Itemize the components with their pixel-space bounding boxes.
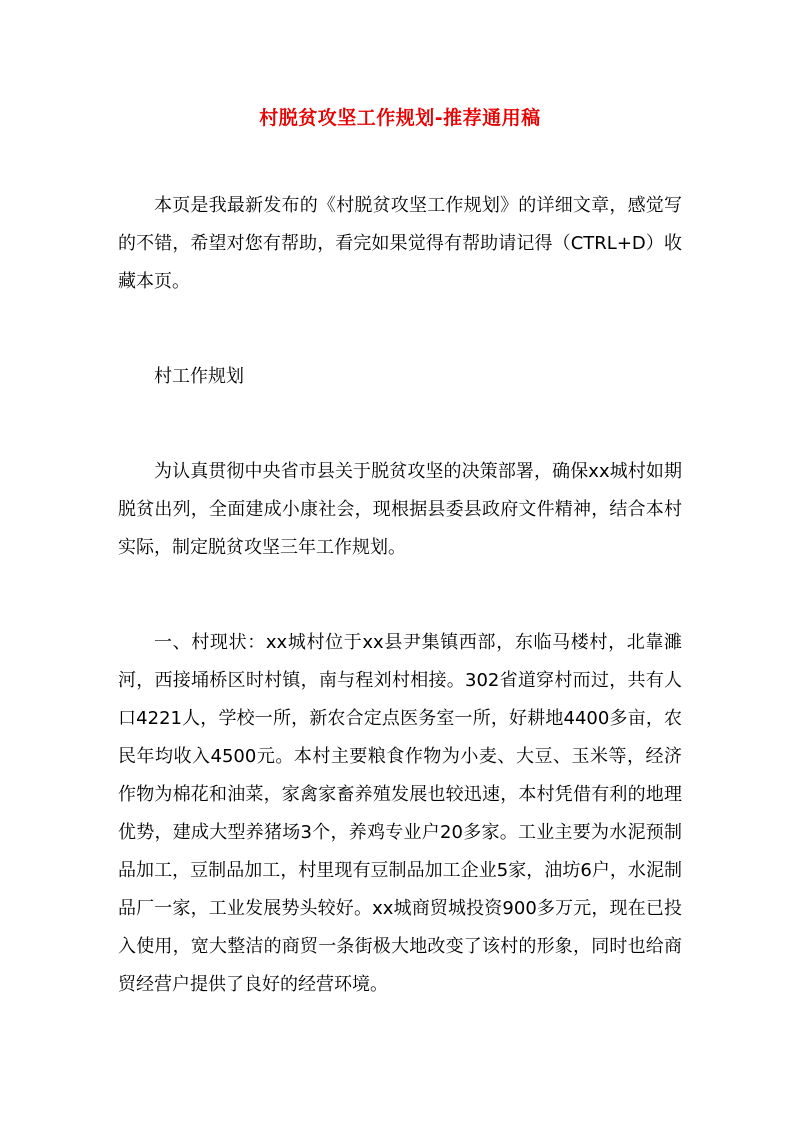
document-title: 村脱贫攻坚工作规划-推荐通用稿	[259, 107, 541, 129]
purpose-paragraph: 为认真贯彻中央省市县关于脱贫攻坚的决策部署，确保xx城村如期脱贫出列，全面建成小康社会，现根据县委县政府文件精神，结合本村实际，制定脱贫攻坚三年工作规划。	[118, 461, 682, 558]
village-status-paragraph: 一、村现状：xx城村位于xx县尹集镇西部，东临马楼村，北靠濉河，西接埇桥区时村镇，南与程刘村相接。302省道穿村而过，共有人口4221人，学校一所，新农合定点医务室一所，好耕地4400多亩，农民年均收入4500元。本村主要粮食作物为小麦、大豆、玉米等，经济作物为棉花和油菜，家禽家畜养殖发展也较迅速，本村凭借有利的地理优势，建成大型养猪场3个，养鸡专业户20多家。工业主要为水泥预制品加工，豆制品加工，村里现有豆制品加工企业5家，油坊6户，水泥制品厂一家，工业发展势头较好。xx城商贸城投资900多万元，现在已投入使用，宽大整洁的商贸一条街极大地改变了该村的形象，同时也给商贸经营户提供了良好的经营环境。	[118, 632, 682, 995]
section-heading: 村工作规划	[154, 366, 244, 387]
intro-paragraph: 本页是我最新发布的《村脱贫攻坚工作规划》的详细文章，感觉写的不错，希望对您有帮助，看完如果觉得有帮助请记得（CTRL+D）收藏本页。	[118, 195, 682, 292]
